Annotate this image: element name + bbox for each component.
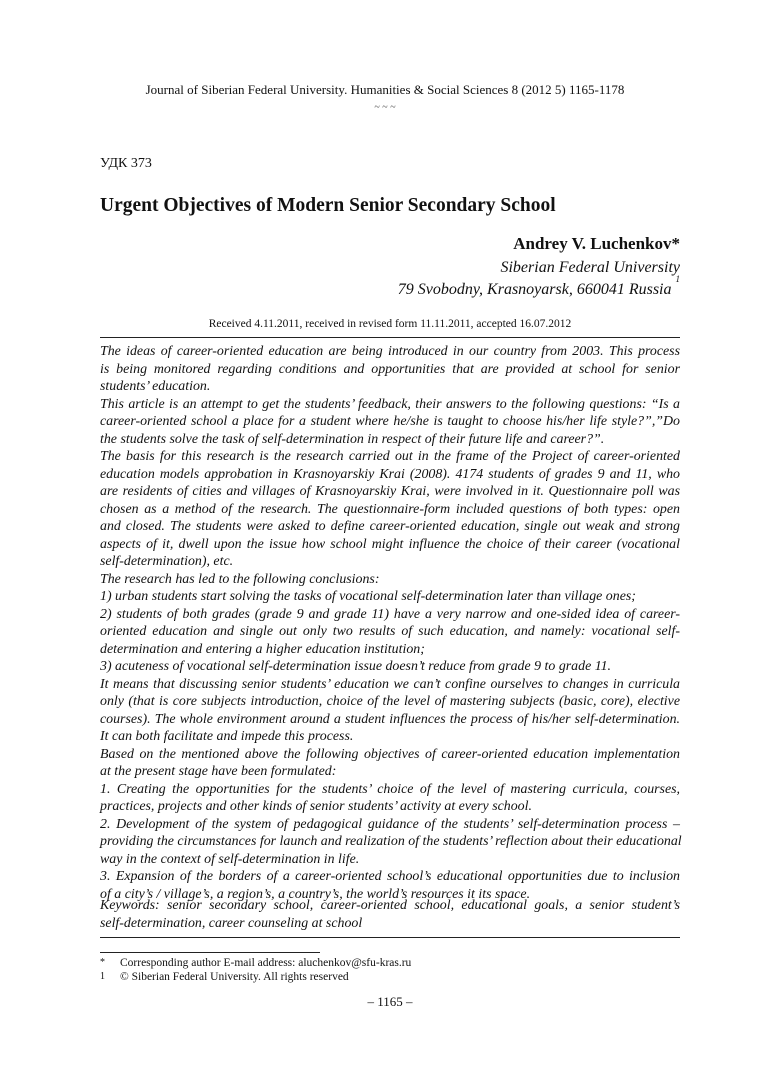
article-title: Urgent Objectives of Modern Senior Secondary School [100, 195, 556, 216]
abstract-line: are residents of cities and villages of Krasnoyarskiy Krai, were involved in it. Questionnaire poll was [100, 484, 680, 499]
abstract-top-rule [100, 337, 680, 338]
abstract [100, 343, 680, 903]
received-dates: Received 4.11.2011, received in revised form 11.11.2011, accepted 16.07.2012 [208, 318, 572, 330]
abstract-bottom-rule [100, 937, 680, 938]
keywords [100, 897, 680, 933]
abstract-paragraph [100, 606, 680, 659]
abstract-line: chosen as a method of the research. The questionnaire-form included questions of both types: open [100, 501, 680, 517]
footnotes [100, 956, 411, 984]
abstract-line: 3) acuteness of vocational self-determination issue doesn’t reduce from grade 9 to grade 11. [100, 659, 612, 674]
abstract-line: practices, projects and other kinds of senior students’ activity at every school. [100, 799, 532, 814]
footnote-text: © Siberian Federal University. All rights reserved [120, 971, 349, 983]
author-name: Andrey V. Luchenkov* [513, 234, 680, 253]
abstract-line: The ideas of career-oriented education are being introduced in our country from 2003. This process [100, 344, 680, 359]
abstract-line: oriented education and single out only two results of such education, and namely: vocational self- [100, 624, 680, 639]
footnote-rule [100, 952, 320, 953]
abstract-line: career-oriented school a place for a student where he/she is taught to choose his/her life style?”,”Do [100, 414, 680, 429]
abstract-paragraph [100, 588, 680, 606]
abstract-line: 2. Development of the system of pedagogical guidance of the students’ self-determination process – [100, 816, 680, 832]
abstract-line: 2) students of both grades (grade 9 and grade 11) have a very narrow and one-sided idea of career- [100, 606, 680, 622]
abstract-line: determination and entering a higher education institution; [100, 641, 425, 657]
abstract-paragraph [100, 816, 680, 869]
abstract-paragraph [100, 746, 680, 781]
abstract-line: education models approbation in Krasnoyarskiy Krai (2008). 4174 students of grades 9 and 11, who [100, 466, 680, 482]
abstract-line: students’ education. [100, 379, 211, 394]
abstract-line: and closed. The students were asked to define career-oriented education, single out weak and strong [100, 519, 680, 534]
keywords-line: Keywords: senior secondary school, career-oriented school, educational goals, a senior student’s [100, 898, 680, 913]
footnote-text: Corresponding author E-mail address: aluchenkov@sfu-kras.ru [120, 957, 412, 969]
abstract-paragraph [100, 343, 680, 396]
abstract-line: is being monitored regarding conditions and opportunities that are provided at school for senior [100, 361, 680, 377]
abstract-line: courses). The whole environment around a student influences the process of his/her self-determination. [100, 711, 680, 727]
abstract-line: at the present stage have been formulated: [100, 764, 337, 779]
abstract-line: 1) urban students start solving the tasks of vocational self-determination later than village ones; [100, 589, 636, 604]
address-footnote-mark: 1 [675, 274, 680, 284]
footnote-mark: 1 [100, 971, 105, 982]
abstract-line: This article is an attempt to get the students’ feedback, their answers to the following questions: “Is a [100, 396, 680, 412]
abstract-line: providing the circumstances for launch and realization of the students’ reflection about their educational [100, 834, 682, 849]
page-number: – 1165 – [367, 994, 413, 1009]
abstract-line: aspects of it, dwell upon the issue how school might influence the choice of their career (vocational [100, 536, 680, 552]
keywords-line: self-determination, career counseling at school [100, 916, 363, 931]
abstract-paragraph [100, 396, 680, 449]
abstract-paragraph [100, 676, 680, 746]
abstract-line: of a city’s / village’s, a region’s, a country’s, the world’s resources it its space. [100, 886, 531, 902]
journal-header: Journal of Siberian Federal University. Humanities & Social Sciences 8 (2012 5) 1165-1178 [145, 82, 625, 97]
abstract-line: 1. Creating the opportunities for the students’ choice of the level of mastering curricula, courses, [100, 781, 680, 797]
header-ornament: ~ ~ ~ [374, 102, 396, 113]
footnote [100, 956, 411, 970]
author-address [397, 274, 680, 299]
abstract-line: The basis for this research is the research carried out in the frame of the Project of career-oriented [100, 449, 680, 464]
abstract-line: It means that discussing senior students’ education we can’t confine ourselves to changes in curricula [100, 676, 680, 692]
abstract-line: self-determination), etc. [100, 554, 234, 569]
abstract-paragraph [100, 658, 680, 676]
footnote-mark: * [100, 957, 105, 968]
abstract-paragraph [100, 571, 680, 589]
abstract-line: Based on the mentioned above the following objectives of career-oriented education implementation [100, 746, 680, 762]
author-affiliation: Siberian Federal University [500, 259, 680, 276]
abstract-line: way in the context of self-determination in life. [100, 851, 360, 867]
abstract-paragraph [100, 781, 680, 816]
abstract-line: 3. Expansion of the borders of a career-oriented school’s educational opportunities due to inclusion [100, 869, 680, 884]
abstract-line: the students solve the task of self-determination in respect of their future life and career?”. [100, 431, 605, 447]
abstract-line: The research has led to the following conclusions: [100, 571, 380, 587]
abstract-line: It can both facilitate and impede this process. [100, 729, 354, 744]
abstract-paragraph [100, 448, 680, 571]
udk-code: УДК 373 [100, 156, 152, 171]
abstract-line: only (that is core subjects introduction, choice of the level of mastering subjects (basic, core), elective [100, 694, 680, 709]
address-text: 79 Svobodny, Krasnoyarsk, 660041 Russia [397, 281, 672, 298]
footnote [100, 970, 411, 984]
